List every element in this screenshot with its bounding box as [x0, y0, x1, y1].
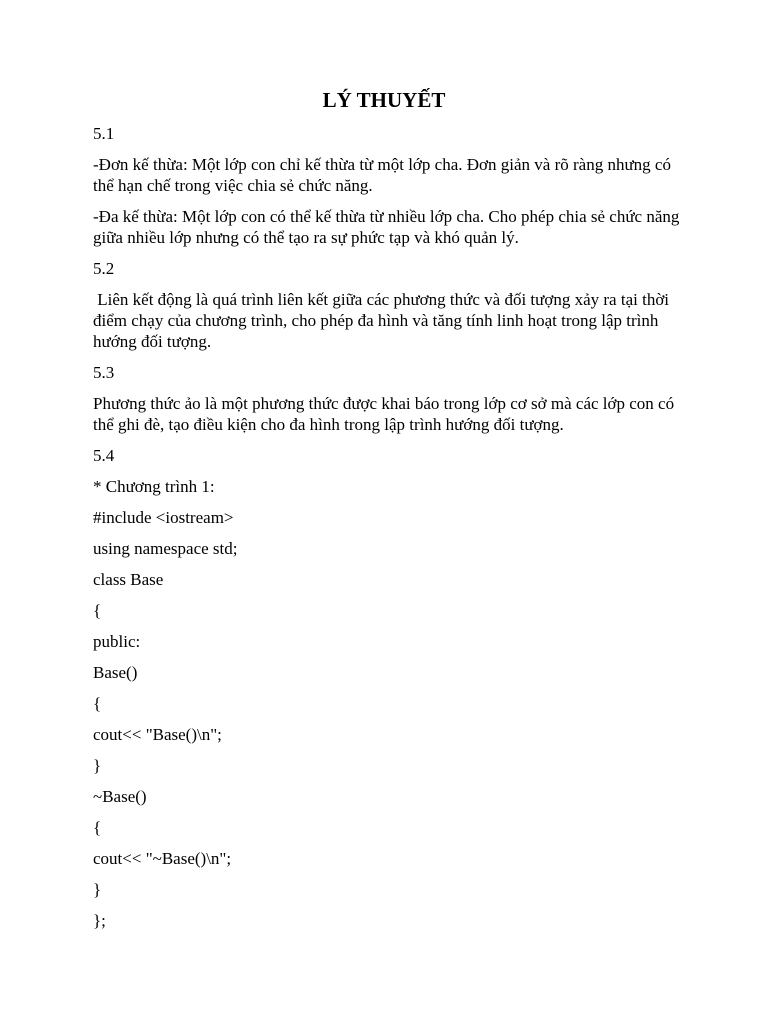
- paragraph-virtual-method: Phương thức ảo là một phương thức được khai báo trong lớp cơ sở mà các lớp con có thể ghi đè, tạo điều kiện cho đa hình trong lập trình hướng đối tượng.: [93, 394, 679, 434]
- code-line: public:: [93, 632, 141, 651]
- code-line: ~Base(): [93, 787, 147, 806]
- code-line: };: [93, 911, 106, 930]
- program-heading: * Chương trình 1:: [93, 477, 215, 496]
- code-line: {: [93, 694, 102, 713]
- section-heading-5-4: 5.4: [93, 446, 115, 465]
- document-body: [93, 123, 683, 931]
- section-heading-5-2: 5.2: [93, 259, 115, 278]
- code-line: using namespace std;: [93, 539, 238, 558]
- code-line: }: [93, 756, 102, 775]
- code-line: cout<< "Base()\n";: [93, 725, 222, 744]
- paragraph-dynamic-binding: Liên kết động là quá trình liên kết giữa các phương thức và đối tượng xảy ra tại thời điểm chạy của chương trình, cho phép đa hình và tăng tính linh hoạt trong lập trình hướng đối tượng.: [93, 290, 674, 351]
- code-line: cout<< "~Base()\n";: [93, 849, 232, 868]
- paragraph-single-inheritance: -Đơn kế thừa: Một lớp con chỉ kế thừa từ một lớp cha. Đơn giản và rõ ràng nhưng có thể hạn chế trong việc chia sẻ chức năng.: [93, 155, 676, 195]
- section-heading-5-1: 5.1: [93, 124, 115, 143]
- code-line: {: [93, 601, 102, 620]
- code-line: class Base: [93, 570, 164, 589]
- document-title: LÝ THUYẾT: [322, 88, 446, 112]
- paragraph-multiple-inheritance: -Đa kế thừa: Một lớp con có thể kế thừa từ nhiều lớp cha. Cho phép chia sẻ chức năng giữa nhiều lớp nhưng có thể tạo ra sự phức tạp và khó quản lý.: [93, 207, 684, 247]
- code-line: {: [93, 818, 102, 837]
- code-line: #include <iostream>: [93, 508, 234, 527]
- code-line: }: [93, 880, 102, 899]
- code-line: Base(): [93, 663, 138, 682]
- section-heading-5-3: 5.3: [93, 363, 115, 382]
